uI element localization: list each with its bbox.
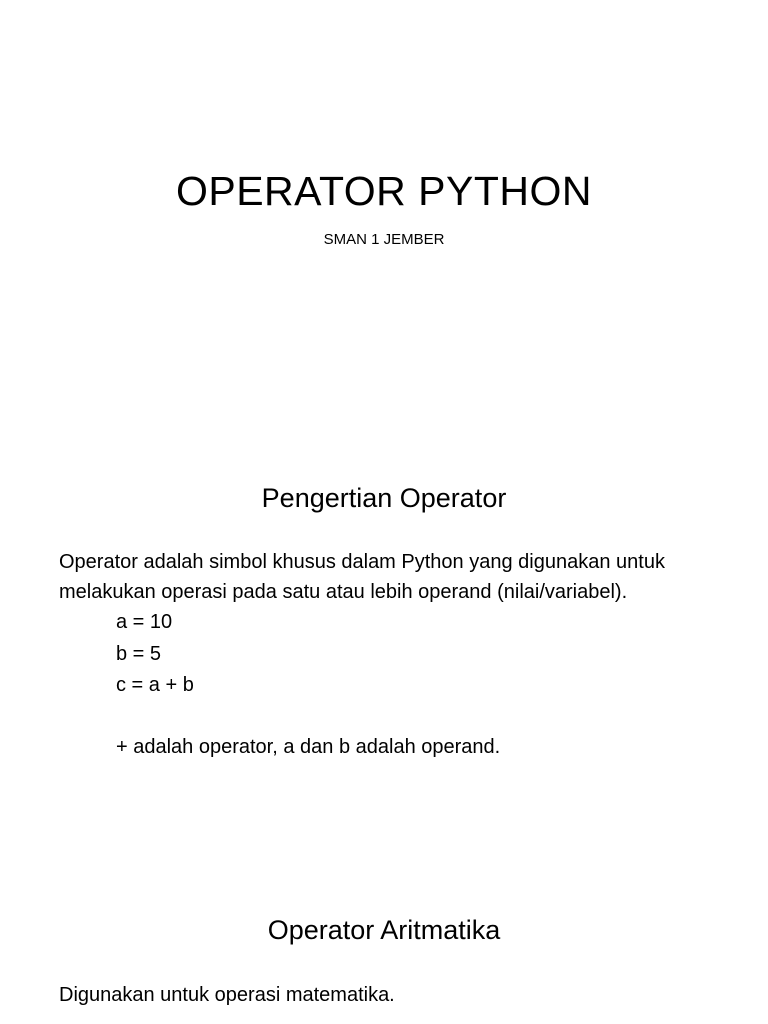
title-slide: [0, 0, 768, 432]
definition-heading: Pengertian Operator: [261, 483, 507, 513]
code-line: c = a + b: [116, 674, 194, 696]
presentation-subtitle: SMAN 1 JEMBER: [323, 231, 445, 248]
arithmetic-paragraph: Digunakan untuk operasi matematika.: [59, 984, 395, 1006]
arithmetic-heading: Operator Aritmatika: [267, 915, 501, 945]
spacer: [59, 702, 719, 732]
arithmetic-body: [59, 980, 719, 1010]
definition-paragraph: Operator adalah simbol khusus dalam Python yang digunakan untuk melakukan operasi pada satu atau lebih operand (nilai/variabel).: [59, 551, 665, 603]
arithmetic-slide: [0, 864, 768, 1024]
presentation-title: OPERATOR PYTHON: [175, 168, 593, 214]
definition-slide: [0, 432, 768, 864]
operator-note: + adalah operator, a dan b adalah operand.: [116, 735, 501, 758]
code-line: a = 10: [116, 611, 173, 633]
code-line: b = 5: [116, 642, 162, 665]
definition-body: [59, 547, 719, 763]
